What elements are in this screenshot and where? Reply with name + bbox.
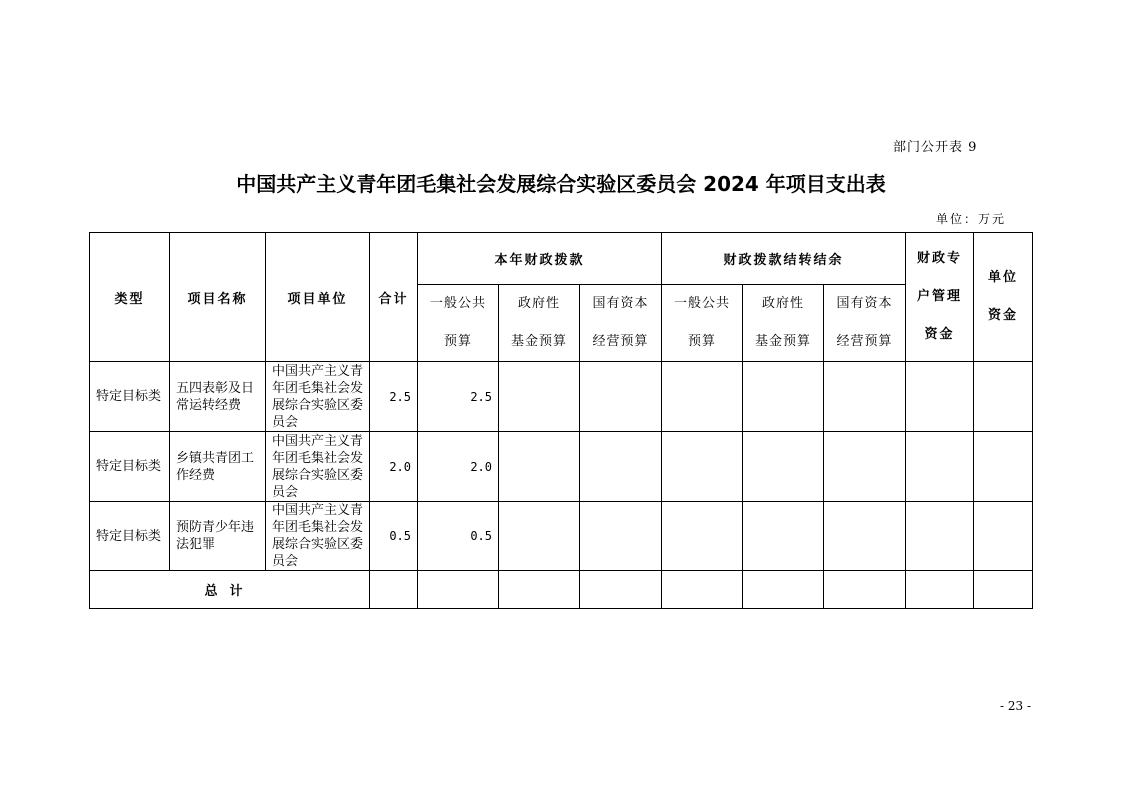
empty-cell (499, 502, 580, 571)
empty-cell (499, 432, 580, 502)
empty-cell (824, 571, 906, 609)
header-state-capital-line1: 国有资本 (592, 296, 649, 311)
empty-cell (974, 502, 1033, 571)
row-general-public: 2.0 (418, 432, 499, 502)
empty-cell (824, 502, 906, 571)
empty-cell (906, 571, 974, 609)
empty-cell (743, 502, 824, 571)
row-total: 0.5 (370, 502, 418, 571)
row-type: 特定目标类 (90, 432, 170, 502)
empty-cell (906, 362, 974, 432)
empty-cell (824, 432, 906, 502)
empty-cell (743, 432, 824, 502)
empty-cell (824, 362, 906, 432)
table-row (90, 502, 1033, 571)
empty-cell (418, 571, 499, 609)
header-carry-state-capital-line2: 经营预算 (836, 334, 893, 349)
header-type: 类型 (90, 233, 170, 362)
empty-cell (662, 432, 743, 502)
empty-cell (906, 502, 974, 571)
header-carry-government-fund-line2: 基金预算 (755, 334, 812, 349)
table-row (90, 362, 1033, 432)
empty-cell (662, 362, 743, 432)
header-project-unit: 项目单位 (266, 233, 370, 362)
header-carry-state-capital (824, 285, 906, 362)
header-unit-funds (974, 233, 1033, 362)
row-type: 特定目标类 (90, 502, 170, 571)
header-government-fund (499, 285, 580, 362)
header-carry-general-public (662, 285, 743, 362)
empty-cell (974, 432, 1033, 502)
empty-cell (743, 362, 824, 432)
header-government-fund-line2: 基金预算 (510, 334, 567, 349)
row-type: 特定目标类 (90, 362, 170, 432)
empty-cell (499, 571, 580, 609)
row-project-unit: 中国共产主义青年团毛集社会发展综合实验区委员会 (266, 362, 370, 432)
row-project-unit: 中国共产主义青年团毛集社会发展综合实验区委员会 (266, 502, 370, 571)
page-title: 中国共产主义青年团毛集社会发展综合实验区委员会 2024 年项目支出表 (236, 172, 886, 196)
row-project-name: 五四表彰及日常运转经费 (170, 362, 266, 432)
unit-label: 单位：万元 (936, 212, 1007, 226)
empty-cell (499, 362, 580, 432)
empty-cell (580, 432, 662, 502)
empty-cell (974, 571, 1033, 609)
header-general-public-line2: 预算 (443, 334, 472, 349)
row-total: 2.0 (370, 432, 418, 502)
empty-cell (906, 432, 974, 502)
header-project-name: 项目名称 (170, 233, 266, 362)
row-project-name: 预防青少年违法犯罪 (170, 502, 266, 571)
empty-cell (580, 502, 662, 571)
header-special-account-line2: 户管理 (917, 289, 963, 304)
header-row-1 (90, 233, 1033, 285)
row-project-unit: 中国共产主义青年团毛集社会发展综合实验区委员会 (266, 432, 370, 502)
header-unit-funds-line1: 单位 (988, 270, 1019, 285)
header-carryover: 财政拨款结转结余 (662, 233, 906, 285)
header-total: 合计 (370, 233, 418, 362)
header-general-public-line1: 一般公共 (429, 296, 486, 311)
header-current-year: 本年财政拨款 (418, 233, 662, 285)
header-carry-state-capital-line1: 国有资本 (836, 296, 893, 311)
expenditure-table (89, 232, 1033, 609)
row-general-public: 2.5 (418, 362, 499, 432)
header-state-capital (580, 285, 662, 362)
row-total: 2.5 (370, 362, 418, 432)
header-special-account (906, 233, 974, 362)
empty-cell (662, 502, 743, 571)
form-number: 部门公开表 9 (893, 140, 978, 155)
empty-cell (580, 362, 662, 432)
empty-cell (370, 571, 418, 609)
page-number: - 23 - (1000, 699, 1032, 713)
row-general-public: 0.5 (418, 502, 499, 571)
empty-cell (743, 571, 824, 609)
header-carry-general-public-line2: 预算 (688, 334, 717, 349)
header-general-public (418, 285, 499, 362)
header-carry-government-fund-line1: 政府性 (762, 296, 805, 311)
header-special-account-line3: 资金 (924, 327, 955, 342)
total-label: 总计 (90, 571, 370, 609)
header-carry-government-fund (743, 285, 824, 362)
empty-cell (662, 571, 743, 609)
header-state-capital-line2: 经营预算 (592, 334, 649, 349)
empty-cell (580, 571, 662, 609)
header-carry-general-public-line1: 一般公共 (674, 296, 731, 311)
row-project-name: 乡镇共青团工作经费 (170, 432, 266, 502)
table-row (90, 432, 1033, 502)
empty-cell (974, 362, 1033, 432)
header-special-account-line1: 财政专 (917, 251, 963, 266)
header-government-fund-line1: 政府性 (517, 296, 560, 311)
total-row (90, 571, 1033, 609)
header-unit-funds-line2: 资金 (988, 308, 1019, 323)
